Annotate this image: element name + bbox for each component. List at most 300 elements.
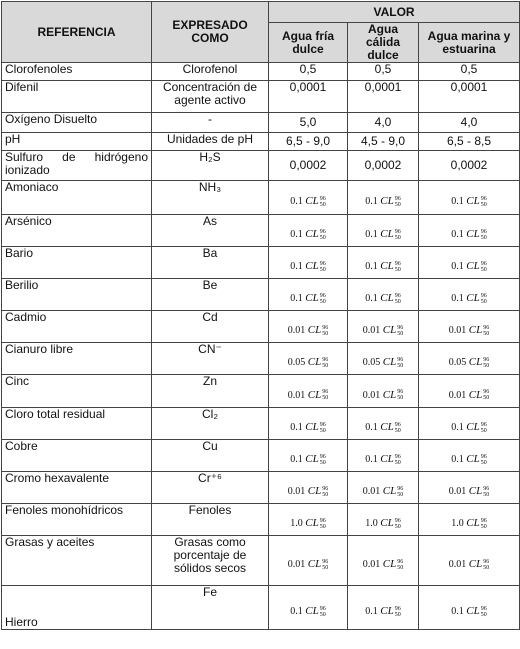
expresado-cell: Fe: [152, 586, 269, 630]
formula-sup: 96: [397, 558, 404, 565]
valor-cell: 0,0001: [269, 81, 348, 113]
formula-sub: 50: [480, 201, 487, 208]
formula-sup-sub: [481, 196, 487, 208]
formula-sup: 96: [322, 389, 329, 396]
formula-cl: CL: [382, 356, 397, 368]
referencia-cell: Oxígeno Disuelto: [2, 113, 152, 133]
formula-sup-sub: [322, 357, 328, 369]
formula-sub: 50: [319, 523, 326, 530]
formula-sub: 50: [394, 266, 401, 273]
formula-sup: 96: [397, 389, 404, 396]
valor-cell: [269, 440, 348, 472]
valor-number: 0.1: [290, 293, 303, 304]
valor-cell: [348, 440, 419, 472]
header-referencia: REFERENCIA: [2, 2, 152, 63]
expresado-cell: Cl₂: [152, 408, 269, 440]
formula-cl: CL: [307, 388, 322, 401]
valor-cell: 0,5: [419, 63, 520, 81]
formula-cl: CL: [380, 292, 394, 304]
formula-sub: 50: [394, 459, 401, 466]
formula-cl: CL: [466, 195, 480, 207]
formula-cl: CL: [307, 485, 322, 497]
expresado-cell: Grasas como porcentaje de sólidos secos: [152, 536, 269, 586]
referencia-cell: Cromo hexavalente: [2, 472, 152, 504]
formula-cl: CL: [382, 485, 397, 497]
formula-sup: 96: [394, 453, 401, 460]
valor-cell: 5,0: [269, 113, 348, 133]
formula-sup: 96: [319, 453, 326, 460]
formula-sub: 50: [394, 427, 401, 434]
valor-cell: [419, 215, 520, 247]
valor-cell: [419, 343, 520, 375]
table-row: [2, 181, 520, 215]
valor-cell: [269, 408, 348, 440]
valor-number: 0.01: [362, 486, 381, 497]
formula-cl: CL: [468, 388, 483, 401]
formula-sup: 96: [397, 324, 404, 331]
formula-sup: 96: [319, 195, 326, 202]
valor-cell: [269, 375, 348, 408]
valor-number: 0.1: [290, 261, 303, 272]
formula-cl: CL: [466, 517, 480, 529]
valor-number: 0.1: [451, 454, 464, 465]
table-row: [2, 63, 520, 81]
valor-cell: [419, 440, 520, 472]
formula-cl: CL: [307, 356, 322, 368]
formula-cl: CL: [468, 485, 483, 497]
formula-sup: 96: [322, 356, 329, 363]
formula-sup: 96: [394, 605, 401, 612]
table-row: [2, 151, 520, 181]
valor-cell: [419, 181, 520, 215]
referencia-cell: Difenil: [2, 81, 152, 113]
formula-sup-sub: [322, 559, 328, 571]
expresado-cell: -: [152, 113, 269, 133]
expresado-cell: NH₃: [152, 181, 269, 215]
header-valor: VALOR: [269, 2, 520, 23]
header-agua-marina-estuarina: Agua marina y estuarina: [419, 23, 520, 63]
referencia-cell: Arsénico: [2, 215, 152, 247]
table-row: [2, 440, 520, 472]
valor-cell: [269, 279, 348, 311]
formula-sup: 96: [394, 195, 401, 202]
formula-sub: 50: [397, 362, 404, 369]
formula-sup: 96: [483, 324, 490, 331]
expresado-cell: Be: [152, 279, 269, 311]
formula-cl: CL: [305, 605, 319, 617]
formula-sup-sub: [483, 389, 489, 401]
table-row: [2, 81, 520, 113]
formula-sup-sub: [397, 389, 403, 401]
valor-cell: [348, 311, 419, 343]
formula-cl: CL: [305, 292, 319, 304]
formula-sup: 96: [480, 228, 487, 235]
valor-number: 0.1: [451, 261, 464, 272]
formula-sup-sub: [320, 293, 326, 305]
formula-sup-sub: [397, 325, 403, 337]
formula-sub: 50: [397, 564, 404, 571]
formula-sup-sub: [395, 606, 401, 618]
water-quality-table: [1, 1, 520, 630]
formula-cl: CL: [468, 558, 483, 570]
formula-sub: 50: [483, 491, 490, 498]
formula-cl: CL: [380, 421, 394, 433]
formula-sup-sub: [320, 261, 326, 273]
formula-sup: 96: [394, 517, 401, 524]
valor-number: 0.1: [365, 422, 378, 433]
valor-cell: 6,5 - 8,5: [419, 133, 520, 151]
table-row: [2, 215, 520, 247]
valor-number: 1.0: [290, 518, 303, 529]
formula-sub: 50: [319, 611, 326, 618]
valor-cell: [348, 215, 419, 247]
referencia-cell: Fenoles monohídricos: [2, 504, 152, 536]
formula-sup-sub: [483, 559, 489, 571]
valor-cell: [269, 215, 348, 247]
formula-cl: CL: [380, 605, 394, 617]
formula-sub: 50: [394, 523, 401, 530]
formula-sup: 96: [394, 292, 401, 299]
formula-sub: 50: [319, 459, 326, 466]
formula-cl: CL: [305, 453, 319, 465]
valor-cell: [269, 586, 348, 630]
formula-sub: 50: [394, 234, 401, 241]
expresado-cell: Concentración de agente activo: [152, 81, 269, 113]
valor-number: 0.1: [290, 606, 303, 617]
valor-cell: [269, 311, 348, 343]
table-row: [2, 536, 520, 586]
valor-cell: [348, 408, 419, 440]
formula-sub: 50: [480, 234, 487, 241]
valor-cell: [269, 181, 348, 215]
valor-cell: 6,5 - 9,0: [269, 133, 348, 151]
expresado-cell: Cd: [152, 311, 269, 343]
formula-cl: CL: [466, 421, 480, 433]
valor-number: 0.1: [365, 454, 378, 465]
formula-sup: 96: [394, 421, 401, 428]
valor-cell: [348, 586, 419, 630]
formula-sub: 50: [483, 330, 490, 337]
valor-cell: [419, 311, 520, 343]
formula-sup-sub: [322, 389, 328, 401]
formula-sub: 50: [319, 298, 326, 305]
valor-number: 0.05: [287, 357, 306, 368]
formula-cl: CL: [305, 195, 319, 207]
formula-sup-sub: [481, 606, 487, 618]
formula-cl: CL: [466, 228, 480, 240]
formula-cl: CL: [468, 324, 483, 336]
formula-sub: 50: [483, 395, 490, 402]
valor-cell: [269, 472, 348, 504]
valor-number: 0.1: [365, 196, 378, 207]
referencia-cell: Amoniaco: [2, 181, 152, 215]
formula-sup: 96: [322, 324, 329, 331]
referencia-cell: Cinc: [2, 375, 152, 408]
formula-sup-sub: [395, 196, 401, 208]
valor-number: 0.1: [451, 606, 464, 617]
formula-cl: CL: [466, 453, 480, 465]
formula-cl: CL: [466, 292, 480, 304]
valor-number: 0.01: [362, 325, 381, 336]
table-row: [2, 586, 520, 630]
formula-sup-sub: [481, 422, 487, 434]
formula-sub: 50: [322, 395, 329, 402]
formula-cl: CL: [305, 421, 319, 433]
formula-sub: 50: [322, 491, 329, 498]
valor-number: 0.01: [362, 389, 381, 401]
formula-cl: CL: [380, 228, 394, 240]
formula-cl: CL: [307, 324, 322, 336]
table-row: [2, 375, 520, 408]
referencia-cell: Cloro total residual: [2, 408, 152, 440]
valor-cell: 4,0: [419, 113, 520, 133]
valor-cell: [269, 536, 348, 586]
referencia-cell: pH: [2, 133, 152, 151]
formula-sup-sub: [320, 229, 326, 241]
valor-number: 0.01: [448, 389, 467, 401]
valor-number: 0.01: [362, 559, 381, 570]
table-row: [2, 343, 520, 375]
formula-cl: CL: [466, 260, 480, 272]
valor-cell: 0,5: [348, 63, 419, 81]
formula-sup: 96: [319, 228, 326, 235]
formula-cl: CL: [468, 356, 483, 368]
formula-sup: 96: [397, 356, 404, 363]
valor-number: 0.01: [448, 559, 467, 570]
formula-sup: 96: [319, 292, 326, 299]
expresado-cell: Unidades de pH: [152, 133, 269, 151]
formula-sup: 96: [480, 421, 487, 428]
formula-sup-sub: [395, 454, 401, 466]
formula-sup: 96: [480, 292, 487, 299]
valor-cell: [348, 181, 419, 215]
referencia-cell: Bario: [2, 247, 152, 279]
formula-sub: 50: [322, 564, 329, 571]
expresado-cell: CN⁻: [152, 343, 269, 375]
formula-sup-sub: [483, 325, 489, 337]
valor-cell: [348, 247, 419, 279]
formula-sub: 50: [483, 564, 490, 571]
formula-sub: 50: [397, 395, 404, 402]
table-row: [2, 504, 520, 536]
table-row: [2, 472, 520, 504]
valor-cell: [419, 279, 520, 311]
formula-sup: 96: [480, 453, 487, 460]
valor-cell: 4,5 - 9,0: [348, 133, 419, 151]
formula-sub: 50: [480, 523, 487, 530]
valor-cell: 4,0: [348, 113, 419, 133]
valor-number: 0.1: [451, 293, 464, 304]
referencia-cell: Cadmio: [2, 311, 152, 343]
valor-cell: [419, 247, 520, 279]
formula-sup-sub: [397, 486, 403, 498]
formula-sup-sub: [320, 422, 326, 434]
table-row: [2, 279, 520, 311]
formula-sub: 50: [319, 427, 326, 434]
formula-sup: 96: [480, 517, 487, 524]
formula-sub: 50: [397, 491, 404, 498]
formula-sub: 50: [394, 298, 401, 305]
valor-number: 0.1: [290, 422, 303, 433]
formula-sup-sub: [395, 229, 401, 241]
valor-cell: [419, 536, 520, 586]
formula-sup-sub: [481, 454, 487, 466]
valor-number: 0.1: [365, 606, 378, 617]
formula-sup-sub: [395, 422, 401, 434]
header-expresado-como: EXPRESADO COMO: [152, 2, 269, 63]
formula-sup-sub: [322, 486, 328, 498]
referencia-cell: Clorofenoles: [2, 63, 152, 81]
valor-number: 0.1: [365, 293, 378, 304]
formula-sup-sub: [320, 454, 326, 466]
table-row: [2, 133, 520, 151]
valor-cell: [348, 536, 419, 586]
expresado-cell: As: [152, 215, 269, 247]
valor-cell: 0,0002: [348, 151, 419, 181]
formula-sup-sub: [320, 518, 326, 530]
formula-sup-sub: [320, 196, 326, 208]
referencia-cell: Cianuro libre: [2, 343, 152, 375]
expresado-cell: Clorofenol: [152, 63, 269, 81]
valor-number: 0.1: [451, 422, 464, 433]
valor-cell: [419, 408, 520, 440]
referencia-cell: Grasas y aceites: [2, 536, 152, 586]
valor-cell: [348, 375, 419, 408]
formula-sup-sub: [322, 325, 328, 337]
formula-sup: 96: [319, 260, 326, 267]
formula-cl: CL: [382, 388, 397, 401]
formula-sub: 50: [394, 611, 401, 618]
valor-cell: [348, 504, 419, 536]
formula-sup-sub: [397, 559, 403, 571]
table-row: [2, 311, 520, 343]
formula-sup-sub: [481, 293, 487, 305]
valor-number: 0.1: [290, 196, 303, 207]
formula-cl: CL: [305, 228, 319, 240]
formula-sup: 96: [480, 260, 487, 267]
formula-cl: CL: [380, 260, 394, 272]
expresado-cell: Zn: [152, 375, 269, 408]
formula-sub: 50: [319, 201, 326, 208]
formula-sup-sub: [395, 293, 401, 305]
referencia-cell: Hierro: [2, 586, 152, 630]
valor-cell: [348, 472, 419, 504]
formula-sup: 96: [483, 389, 490, 396]
formula-cl: CL: [305, 260, 319, 272]
valor-cell: [419, 586, 520, 630]
formula-sup: 96: [319, 517, 326, 524]
valor-number: 0.01: [448, 325, 467, 336]
formula-sub: 50: [480, 427, 487, 434]
formula-sub: 50: [480, 266, 487, 273]
formula-sub: 50: [319, 234, 326, 241]
formula-cl: CL: [382, 558, 397, 570]
formula-sub: 50: [480, 459, 487, 466]
formula-cl: CL: [380, 195, 394, 207]
valor-cell: 0,0002: [269, 151, 348, 181]
expresado-cell: Cr⁺⁶: [152, 472, 269, 504]
table-row: [2, 247, 520, 279]
valor-cell: [419, 472, 520, 504]
formula-cl: CL: [305, 517, 319, 529]
valor-number: 0.1: [290, 454, 303, 465]
header-agua-calida-dulce: Agua cálida dulce: [348, 23, 419, 63]
formula-sup-sub: [397, 357, 403, 369]
formula-sup-sub: [483, 486, 489, 498]
valor-cell: [269, 247, 348, 279]
table-row: [2, 408, 520, 440]
valor-cell: [269, 343, 348, 375]
valor-cell: [419, 504, 520, 536]
valor-number: 0.01: [287, 486, 306, 497]
formula-sup-sub: [483, 357, 489, 369]
referencia-cell: Sulfuro de hidrógeno ionizado: [2, 151, 152, 181]
valor-number: 0.01: [287, 389, 306, 401]
formula-cl: CL: [382, 324, 397, 336]
formula-sup: 96: [483, 356, 490, 363]
valor-cell: [348, 343, 419, 375]
expresado-cell: Cu: [152, 440, 269, 472]
formula-sup: 96: [319, 605, 326, 612]
formula-sup-sub: [320, 606, 326, 618]
valor-number: 0.1: [451, 229, 464, 240]
referencia-cell: Cobre: [2, 440, 152, 472]
valor-number: 0.01: [287, 325, 306, 336]
valor-number: 0.05: [448, 357, 467, 368]
expresado-cell: Fenoles: [152, 504, 269, 536]
formula-sub: 50: [397, 330, 404, 337]
formula-sup: 96: [483, 485, 490, 492]
formula-sub: 50: [480, 611, 487, 618]
formula-sup: 96: [480, 195, 487, 202]
valor-cell: [419, 375, 520, 408]
expresado-cell: H₂S: [152, 151, 269, 181]
valor-number: 0.01: [287, 559, 306, 570]
formula-sup: 96: [397, 485, 404, 492]
formula-sup: 96: [319, 421, 326, 428]
formula-sup: 96: [394, 228, 401, 235]
valor-number: 0.1: [451, 196, 464, 207]
valor-cell: [348, 279, 419, 311]
formula-sup-sub: [481, 229, 487, 241]
formula-sup-sub: [481, 518, 487, 530]
referencia-cell: Berilio: [2, 279, 152, 311]
formula-sup: 96: [322, 558, 329, 565]
formula-sub: 50: [322, 330, 329, 337]
table-row: [2, 113, 520, 133]
valor-number: 1.0: [365, 518, 378, 529]
valor-number: 0.05: [362, 357, 381, 368]
formula-sup: 96: [394, 260, 401, 267]
formula-sup: 96: [483, 558, 490, 565]
valor-cell: 0,5: [269, 63, 348, 81]
formula-cl: CL: [380, 453, 394, 465]
formula-sub: 50: [394, 201, 401, 208]
expresado-cell: Ba: [152, 247, 269, 279]
valor-number: 1.0: [451, 518, 464, 529]
formula-sub: 50: [319, 266, 326, 273]
formula-sup: 96: [322, 485, 329, 492]
valor-number: 0.1: [290, 229, 303, 240]
formula-cl: CL: [466, 605, 480, 617]
formula-sup: 96: [480, 605, 487, 612]
valor-number: 0.1: [365, 261, 378, 272]
valor-cell: 0,0002: [419, 151, 520, 181]
valor-number: 0.01: [448, 486, 467, 497]
formula-sup-sub: [481, 261, 487, 273]
formula-sub: 50: [322, 362, 329, 369]
header-agua-fria-dulce: Agua fría dulce: [269, 23, 348, 63]
